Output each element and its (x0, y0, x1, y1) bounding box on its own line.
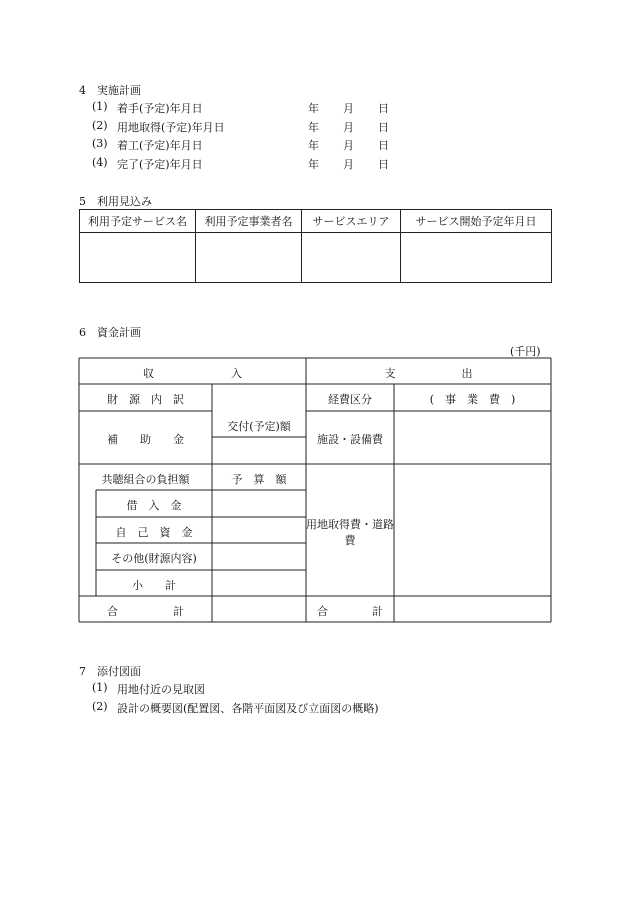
plan-item-day: 日 (378, 102, 389, 115)
section6-title: 6 資金計画 (79, 326, 141, 339)
drawing-item-label: 設計の概要図(配置図、各階平面図及び立面図の概略) (117, 702, 379, 715)
plan-item-label: 用地取得(予定)年月日 (117, 121, 225, 134)
plan-item-month: 月 (343, 139, 354, 152)
drawing-item-label: 用地付近の見取図 (117, 683, 205, 696)
plan-item-number: (2) (92, 119, 108, 132)
project-cost-label: ( 事 業 費 ) (429, 393, 516, 406)
total-left-label: 合 計 (107, 605, 184, 618)
expense-header: 支 出 (384, 367, 473, 380)
land-road-label (306, 517, 394, 549)
plan-item-day: 日 (378, 158, 389, 171)
section7-title: 7 添付図面 (79, 665, 141, 678)
grant-amount-label: 交付(予定)額 (227, 420, 291, 433)
breakdown-label: 財 源 内 訳 (107, 393, 184, 406)
borrowing-label: 借 入 金 (126, 499, 182, 512)
plan-item-month: 月 (343, 102, 354, 115)
plan-item-number: (1) (92, 100, 108, 113)
usage-header-area: サービスエリア (302, 210, 401, 233)
land-road-text: 用地取得費・道路費 (306, 518, 394, 547)
plan-item-year: 年 (308, 158, 319, 171)
section5-title: 5 利用見込み (79, 195, 152, 208)
drawing-item-number: (1) (92, 681, 108, 694)
other-funds-label: その他(財源内容) (111, 552, 197, 565)
union-share-label: 共聴組合の負担額 (101, 473, 190, 486)
plan-item-label: 着工(予定)年月日 (117, 139, 203, 152)
own-funds-label: 自 己 資 金 (115, 526, 193, 539)
plan-item-year: 年 (308, 139, 319, 152)
total-right-label: 合 計 (317, 605, 383, 618)
plan-item-year: 年 (308, 121, 319, 134)
usage-header-start-date: サービス開始予定年月日 (401, 210, 552, 233)
budget-label: 予 算 額 (231, 473, 287, 486)
plan-item-year: 年 (308, 102, 319, 115)
subtotal-label: 小 計 (132, 579, 176, 592)
income-header: 収 入 (143, 367, 242, 380)
plan-item-number: (3) (92, 137, 108, 150)
plan-item-label: 完了(予定)年月日 (117, 158, 203, 171)
usage-header-operator: 利用予定事業者名 (196, 210, 302, 233)
subsidy-label: 補 助 金 (107, 433, 184, 446)
usage-header-service: 利用予定サービス名 (80, 210, 196, 233)
plan-item-day: 日 (378, 139, 389, 152)
plan-item-label: 着手(予定)年月日 (117, 102, 203, 115)
section4-title: 4 実施計画 (79, 84, 141, 97)
facility-label: 施設・設備費 (317, 433, 383, 446)
plan-item-day: 日 (378, 121, 389, 134)
unit-label: (千円) (510, 345, 541, 358)
plan-item-number: (4) (92, 156, 108, 169)
plan-item-month: 月 (343, 121, 354, 134)
expense-category-label: 経費区分 (328, 393, 372, 406)
plan-item-month: 月 (343, 158, 354, 171)
drawing-item-number: (2) (92, 700, 108, 713)
